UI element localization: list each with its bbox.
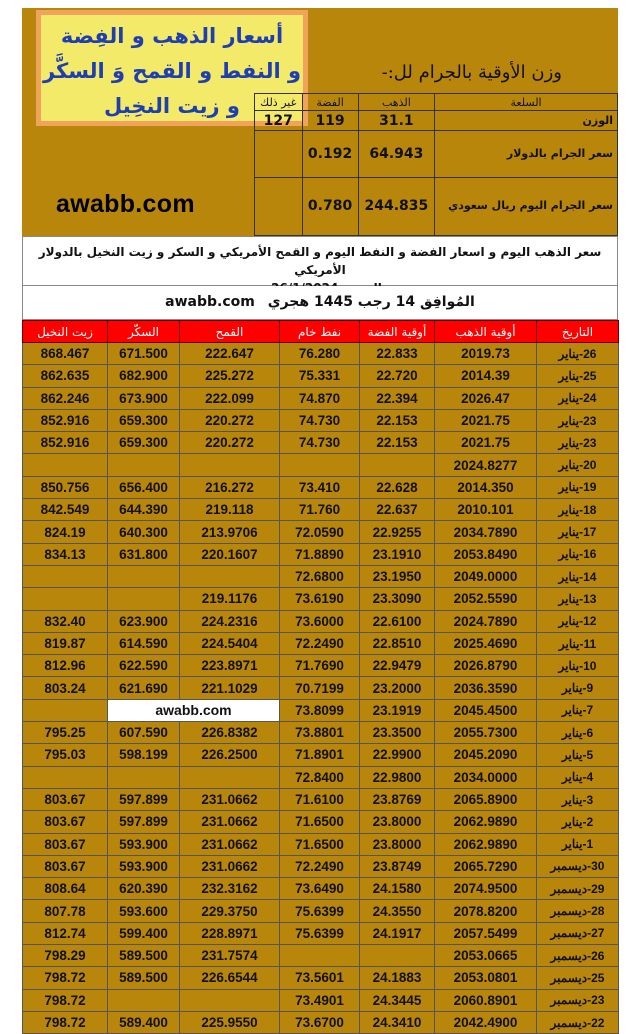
cell-gold: 2036.3590: [435, 677, 537, 699]
table-row: [23, 476, 619, 498]
silver-gram-sar: 0.780: [302, 177, 358, 235]
weight-price-table: [254, 93, 618, 236]
cell-gold: 2057.5499: [435, 922, 537, 944]
table-row: [23, 855, 619, 877]
cell-date: 12-يناير: [537, 610, 619, 632]
cell-silver: 23.3090: [360, 588, 435, 610]
table-row: [23, 967, 619, 989]
cell-sugar: 631.800: [108, 543, 180, 565]
cell-palm-oil: 852.916: [23, 432, 108, 454]
cell-silver: 22.153: [360, 409, 435, 431]
title-line-3: و زيت النخِيل: [104, 94, 240, 118]
meta-header-gold: الذهب: [358, 94, 435, 111]
table-row: [23, 343, 619, 365]
cell-crude-oil: 75.331: [280, 365, 360, 387]
cell-crude-oil: 73.410: [280, 476, 360, 498]
cell-silver: 24.1580: [360, 878, 435, 900]
cell-wheat: 221.1029: [180, 677, 280, 699]
cell-wheat: 213.9706: [180, 521, 280, 543]
cell-palm-oil: 798.72: [23, 1011, 108, 1033]
cell-wheat: [180, 454, 280, 476]
cell-date: 22-ديسمبر: [537, 1011, 619, 1033]
cell-silver: 24.1917: [360, 922, 435, 944]
table-row: [23, 543, 619, 565]
cell-wheat: 231.0662: [180, 811, 280, 833]
table-row: [23, 432, 619, 454]
cell-crude-oil: 73.6700: [280, 1011, 360, 1033]
table-row: [23, 1011, 619, 1033]
cell-gold: 2021.75: [435, 432, 537, 454]
table-row: [23, 387, 619, 409]
cell-date: 6-يناير: [537, 722, 619, 744]
cell-silver: 23.1950: [360, 565, 435, 587]
cell-palm-oil: 812.74: [23, 922, 108, 944]
cell-palm-oil: 803.24: [23, 677, 108, 699]
cell-wheat: [180, 565, 280, 587]
prices-table: [22, 320, 619, 1034]
cell-silver: 23.1919: [360, 699, 435, 721]
cell-sugar: 656.400: [108, 476, 180, 498]
cell-date: 26-يناير: [537, 343, 619, 365]
cell-sugar: 589.500: [108, 967, 180, 989]
cell-wheat: 231.7574: [180, 945, 280, 967]
cell-gold: 2074.9500: [435, 878, 537, 900]
cell-palm-oil: 824.19: [23, 521, 108, 543]
cell-date: 30-ديسمبر: [537, 855, 619, 877]
silver-gram-usd: 0.192: [302, 131, 358, 177]
cell-silver: 22.720: [360, 365, 435, 387]
cell-date: 28-ديسمبر: [537, 900, 619, 922]
cell-silver: 22.9800: [360, 766, 435, 788]
cell-crude-oil: 76.280: [280, 343, 360, 365]
cell-gold: 2014.350: [435, 476, 537, 498]
row-site-banner[interactable]: awabb.com: [108, 699, 280, 721]
cell-silver: 22.9900: [360, 744, 435, 766]
cell-crude-oil: 75.6399: [280, 922, 360, 944]
usd-label: سعر الجرام بالدولار: [435, 131, 618, 177]
cell-wheat: 220.272: [180, 432, 280, 454]
meta-weight-row: [255, 111, 618, 131]
cell-crude-oil: 70.7199: [280, 677, 360, 699]
cell-silver: 22.153: [360, 432, 435, 454]
meta-header-commodity: السلعة: [435, 94, 618, 111]
table-row: [23, 766, 619, 788]
cell-date: 24-يناير: [537, 387, 619, 409]
cell-sugar: 673.900: [108, 387, 180, 409]
cell-crude-oil: 73.4901: [280, 989, 360, 1011]
cell-crude-oil: 71.7690: [280, 655, 360, 677]
table-row: [23, 521, 619, 543]
cell-gold: 2062.9890: [435, 833, 537, 855]
cell-gold: 2042.4900: [435, 1011, 537, 1033]
cell-gold: 2053.0801: [435, 967, 537, 989]
cell-sugar: [108, 989, 180, 1011]
cell-silver: 22.6100: [360, 610, 435, 632]
sar-label: سعر الجرام اليوم ريال سعودي: [435, 177, 618, 235]
cell-crude-oil: 73.8099: [280, 699, 360, 721]
cell-wheat: 226.2500: [180, 744, 280, 766]
meta-sar-row: [255, 177, 618, 235]
cell-palm-oil: 803.67: [23, 833, 108, 855]
cell-wheat: 231.0662: [180, 788, 280, 810]
cell-sugar: 593.900: [108, 833, 180, 855]
cell-wheat: 222.647: [180, 343, 280, 365]
table-row: [23, 655, 619, 677]
cell-wheat: 232.3162: [180, 878, 280, 900]
cell-crude-oil: 74.730: [280, 432, 360, 454]
cell-date: 23-يناير: [537, 409, 619, 431]
cell-sugar: 607.590: [108, 722, 180, 744]
title-line-1: أسعار الذهب و الفِضة: [60, 24, 284, 48]
table-row: [23, 722, 619, 744]
cell-date: 18-يناير: [537, 499, 619, 521]
cell-gold: 2045.4500: [435, 699, 537, 721]
cell-date: 3-يناير: [537, 788, 619, 810]
table-row: [23, 632, 619, 654]
cell-crude-oil: 72.6800: [280, 565, 360, 587]
cell-date: 25-يناير: [537, 365, 619, 387]
cell-palm-oil: 808.64: [23, 878, 108, 900]
cell-palm-oil: 834.13: [23, 543, 108, 565]
cell-crude-oil: 71.8890: [280, 543, 360, 565]
cell-sugar: 589.400: [108, 1011, 180, 1033]
table-row: [23, 788, 619, 810]
cell-silver: 23.8000: [360, 811, 435, 833]
cell-crude-oil: [280, 454, 360, 476]
cell-crude-oil: 73.6190: [280, 588, 360, 610]
cell-sugar: 589.500: [108, 945, 180, 967]
cell-crude-oil: 73.5601: [280, 967, 360, 989]
cell-palm-oil: 807.78: [23, 900, 108, 922]
cell-palm-oil: [23, 454, 108, 476]
table-row: [23, 900, 619, 922]
col-crude-oil: نفط خام: [280, 321, 360, 343]
cell-sugar: 620.390: [108, 878, 180, 900]
prices-body: [23, 343, 619, 1034]
cell-sugar: [108, 454, 180, 476]
cell-crude-oil: 71.6500: [280, 833, 360, 855]
cell-wheat: 228.8971: [180, 922, 280, 944]
other-gram-usd: [255, 131, 303, 177]
cell-gold: 2052.5590: [435, 588, 537, 610]
gold-gram-sar: 244.835: [358, 177, 435, 235]
cell-date: 23-يناير: [537, 432, 619, 454]
cell-crude-oil: 72.2490: [280, 855, 360, 877]
cell-crude-oil: 74.730: [280, 409, 360, 431]
cell-date: 4-يناير: [537, 766, 619, 788]
cell-gold: 2010.101: [435, 499, 537, 521]
cell-palm-oil: 832.40: [23, 610, 108, 632]
cell-palm-oil: 798.29: [23, 945, 108, 967]
cell-silver: 23.3500: [360, 722, 435, 744]
cell-sugar: 593.900: [108, 855, 180, 877]
cell-wheat: 226.6544: [180, 967, 280, 989]
cell-sugar: 614.590: [108, 632, 180, 654]
cell-palm-oil: [23, 565, 108, 587]
cell-sugar: 597.899: [108, 788, 180, 810]
cell-crude-oil: [280, 945, 360, 967]
cell-silver: 23.8769: [360, 788, 435, 810]
cell-palm-oil: 862.246: [23, 387, 108, 409]
gold-gram-usd: 64.943: [358, 131, 435, 177]
cell-date: 2-يناير: [537, 811, 619, 833]
cell-silver: 22.8510: [360, 632, 435, 654]
cell-silver: 23.8000: [360, 833, 435, 855]
cell-gold: 2026.47: [435, 387, 537, 409]
cell-date: 25-ديسمبر: [537, 967, 619, 989]
cell-sugar: [108, 565, 180, 587]
cell-gold: 2055.7300: [435, 722, 537, 744]
cell-sugar: 622.590: [108, 655, 180, 677]
table-row: [23, 922, 619, 944]
cell-crude-oil: 72.2490: [280, 632, 360, 654]
cell-crude-oil: 72.8400: [280, 766, 360, 788]
cell-silver: 22.9479: [360, 655, 435, 677]
hijri-date: المُوافِق 14 رجب 1445 هجري: [267, 294, 475, 310]
cell-palm-oil: 850.756: [23, 476, 108, 498]
cell-palm-oil: 803.67: [23, 811, 108, 833]
cell-date: 29-ديسمبر: [537, 878, 619, 900]
cell-wheat: 224.5404: [180, 632, 280, 654]
cell-date: 1-يناير: [537, 833, 619, 855]
cell-palm-oil: [23, 588, 108, 610]
silver-weight: 119: [302, 111, 358, 131]
cell-wheat: 222.099: [180, 387, 280, 409]
cell-gold: 2060.8901: [435, 989, 537, 1011]
table-row: [23, 989, 619, 1011]
cell-sugar: 621.690: [108, 677, 180, 699]
table-row: [23, 744, 619, 766]
cell-wheat: 220.272: [180, 409, 280, 431]
cell-gold: 2034.0000: [435, 766, 537, 788]
cell-silver: 24.3550: [360, 900, 435, 922]
cell-date: 27-ديسمبر: [537, 922, 619, 944]
cell-date: 19-يناير: [537, 476, 619, 498]
cell-crude-oil: 71.6500: [280, 811, 360, 833]
cell-gold: 2062.9890: [435, 811, 537, 833]
meta-header-row: [255, 94, 618, 111]
cell-silver: 23.8749: [360, 855, 435, 877]
cell-palm-oil: [23, 699, 108, 721]
cell-crude-oil: 72.0590: [280, 521, 360, 543]
meta-usd-row: [255, 131, 618, 177]
cell-date: 23-ديسمبر: [537, 989, 619, 1011]
site-name-large[interactable]: awabb.com: [56, 190, 195, 218]
cell-sugar: 593.600: [108, 900, 180, 922]
cell-wheat: 224.2316: [180, 610, 280, 632]
cell-palm-oil: 803.67: [23, 855, 108, 877]
cell-gold: 2049.0000: [435, 565, 537, 587]
cell-sugar: 659.300: [108, 432, 180, 454]
cell-silver: 22.637: [360, 499, 435, 521]
cell-palm-oil: 868.467: [23, 343, 108, 365]
cell-date: 5-يناير: [537, 744, 619, 766]
cell-gold: 2021.75: [435, 409, 537, 431]
table-row: [23, 565, 619, 587]
cell-palm-oil: 795.25: [23, 722, 108, 744]
gold-weight: 31.1: [358, 111, 435, 131]
col-gold: أوقية الذهب: [435, 321, 537, 343]
cell-sugar: 597.899: [108, 811, 180, 833]
cell-crude-oil: 71.8901: [280, 744, 360, 766]
cell-gold: 2045.2090: [435, 744, 537, 766]
other-weight: 127: [255, 111, 303, 131]
cell-silver: [360, 454, 435, 476]
cell-crude-oil: 73.8801: [280, 722, 360, 744]
cell-palm-oil: 862.635: [23, 365, 108, 387]
cell-crude-oil: 73.6490: [280, 878, 360, 900]
table-row: [23, 588, 619, 610]
cell-wheat: 216.272: [180, 476, 280, 498]
cell-palm-oil: 803.67: [23, 788, 108, 810]
cell-palm-oil: 852.916: [23, 409, 108, 431]
cell-crude-oil: 73.6000: [280, 610, 360, 632]
cell-palm-oil: 812.96: [23, 655, 108, 677]
col-silver: أوقية الفضة: [360, 321, 435, 343]
cell-date: 14-يناير: [537, 565, 619, 587]
cell-silver: 23.2000: [360, 677, 435, 699]
cell-silver: 22.9255: [360, 521, 435, 543]
cell-gold: 2024.8277: [435, 454, 537, 476]
cell-wheat: 219.118: [180, 499, 280, 521]
title-line-2: و النفط و القمح وَ السكَّر: [42, 59, 302, 83]
cell-sugar: 640.300: [108, 521, 180, 543]
cell-wheat: 219.1176: [180, 588, 280, 610]
description-box: [22, 236, 618, 286]
cell-palm-oil: 798.72: [23, 967, 108, 989]
cell-gold: 2019.73: [435, 343, 537, 365]
cell-silver: 24.1883: [360, 967, 435, 989]
cell-silver: 24.3445: [360, 989, 435, 1011]
hijri-date-line: [22, 286, 618, 320]
meta-header-other: غير ذلك: [255, 94, 303, 111]
cell-gold: 2026.8790: [435, 655, 537, 677]
cell-wheat: 231.0662: [180, 833, 280, 855]
cell-palm-oil: 842.549: [23, 499, 108, 521]
table-row: [23, 409, 619, 431]
cell-palm-oil: 819.87: [23, 632, 108, 654]
cell-gold: 2065.8900: [435, 788, 537, 810]
table-row: [23, 811, 619, 833]
cell-sugar: 682.900: [108, 365, 180, 387]
prices-header-row: [23, 321, 619, 343]
cell-wheat: [180, 989, 280, 1011]
cell-date: 20-يناير: [537, 454, 619, 476]
table-row: [23, 699, 619, 721]
cell-gold: 2053.0665: [435, 945, 537, 967]
cell-silver: 24.3410: [360, 1011, 435, 1033]
cell-date: 16-يناير: [537, 543, 619, 565]
cell-wheat: 226.8382: [180, 722, 280, 744]
cell-wheat: 225.272: [180, 365, 280, 387]
cell-palm-oil: 798.72: [23, 989, 108, 1011]
table-row: [23, 677, 619, 699]
table-row: [23, 878, 619, 900]
col-wheat: القمح: [180, 321, 280, 343]
col-date: التاريخ: [537, 321, 619, 343]
cell-date: 10-يناير: [537, 655, 619, 677]
cell-date: 7-يناير: [537, 699, 619, 721]
cell-wheat: [180, 766, 280, 788]
cell-gold: 2078.8200: [435, 900, 537, 922]
cell-sugar: 671.500: [108, 343, 180, 365]
cell-date: 13-يناير: [537, 588, 619, 610]
cell-wheat: 223.8971: [180, 655, 280, 677]
table-row: [23, 454, 619, 476]
cell-sugar: 659.300: [108, 409, 180, 431]
cell-crude-oil: 75.6399: [280, 900, 360, 922]
cell-sugar: 623.900: [108, 610, 180, 632]
cell-wheat: 225.9550: [180, 1011, 280, 1033]
cell-gold: 2025.4690: [435, 632, 537, 654]
cell-palm-oil: [23, 766, 108, 788]
cell-silver: 22.833: [360, 343, 435, 365]
cell-wheat: 220.1607: [180, 543, 280, 565]
cell-wheat: 231.0662: [180, 855, 280, 877]
cell-wheat: 229.3750: [180, 900, 280, 922]
cell-date: 17-يناير: [537, 521, 619, 543]
cell-silver: [360, 945, 435, 967]
col-palm-oil: زيت النخيل: [23, 321, 108, 343]
table-row: [23, 499, 619, 521]
col-sugar: السكّر: [108, 321, 180, 343]
cell-crude-oil: 74.870: [280, 387, 360, 409]
cell-sugar: [108, 588, 180, 610]
cell-gold: 2014.39: [435, 365, 537, 387]
cell-gold: 2034.7890: [435, 521, 537, 543]
cell-sugar: 598.199: [108, 744, 180, 766]
cell-date: 9-يناير: [537, 677, 619, 699]
cell-gold: 2024.7890: [435, 610, 537, 632]
cell-silver: 23.1910: [360, 543, 435, 565]
table-row: [23, 610, 619, 632]
weight-label: الوزن: [435, 111, 618, 131]
meta-header-silver: الفضة: [302, 94, 358, 111]
cell-gold: 2065.7290: [435, 855, 537, 877]
table-row: [23, 365, 619, 387]
cell-date: 26-ديسمبر: [537, 945, 619, 967]
cell-gold: 2053.8490: [435, 543, 537, 565]
description-line-1: سعر الذهب اليوم و اسعار الفضة و النفط اليوم و القمح الأمريكي و السكر و زيت النخيل بالدولار الأمريكي: [38, 245, 602, 277]
cell-sugar: 644.390: [108, 499, 180, 521]
table-row: [23, 833, 619, 855]
cell-date: 11-يناير: [537, 632, 619, 654]
cell-silver: 22.394: [360, 387, 435, 409]
cell-silver: 22.628: [360, 476, 435, 498]
other-gram-sar: [255, 177, 303, 235]
cell-crude-oil: 71.6100: [280, 788, 360, 810]
cell-palm-oil: 795.03: [23, 744, 108, 766]
cell-crude-oil: 71.760: [280, 499, 360, 521]
cell-sugar: 599.400: [108, 922, 180, 944]
table-row: [23, 945, 619, 967]
date-line-site[interactable]: awabb.com: [165, 294, 255, 310]
ounce-weight-subtitle: وزن الأوقية بالجرام لل:-: [381, 62, 562, 83]
cell-sugar: [108, 766, 180, 788]
